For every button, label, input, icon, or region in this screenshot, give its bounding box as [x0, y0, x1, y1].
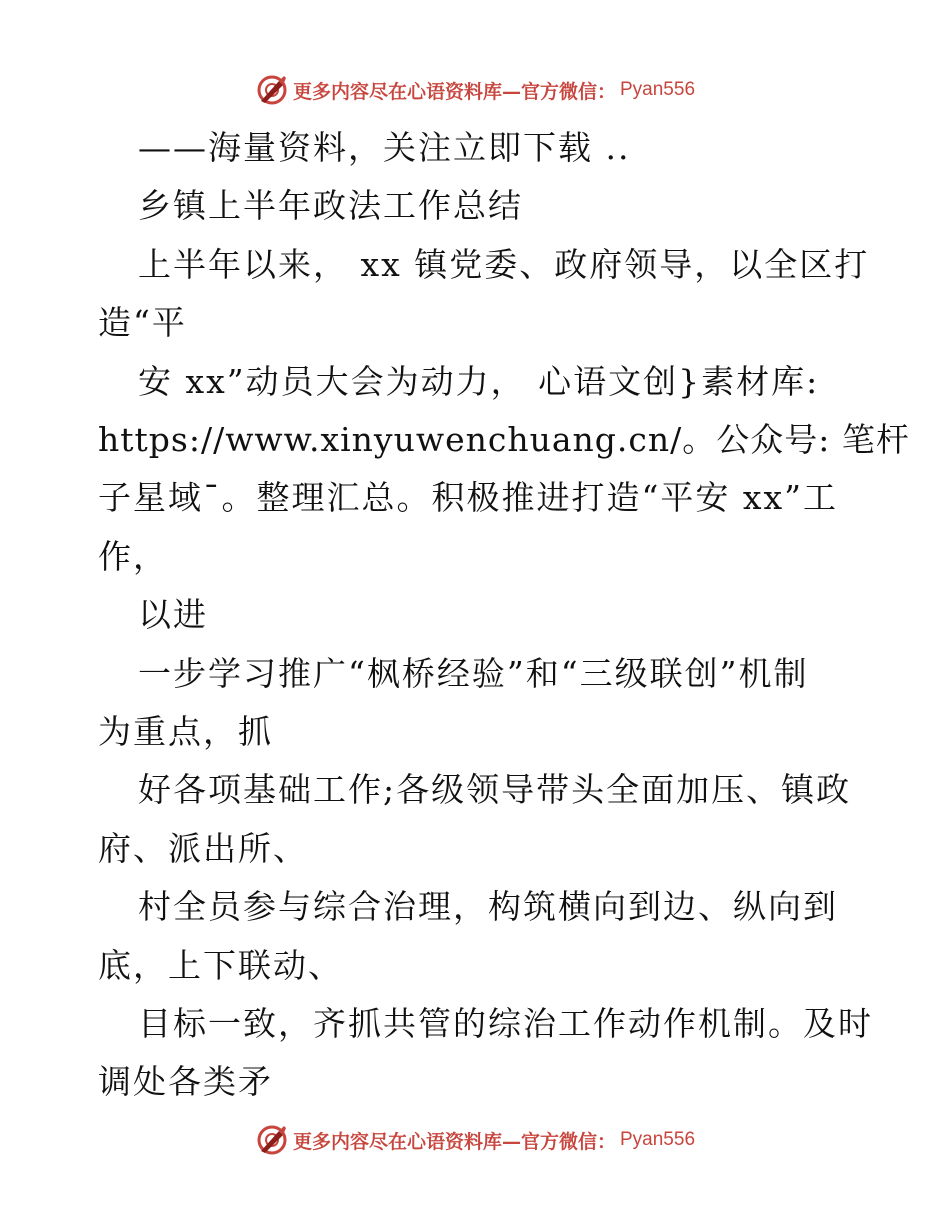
- body-line: 好各项基础工作;各级领导带头全面加压、镇政: [138, 770, 852, 809]
- banner-brand-text: 更多内容尽在心语资料库—官方微信：: [292, 1130, 616, 1153]
- header-banner: [0, 70, 950, 110]
- banner-wechat-id: Pyan556: [620, 1129, 696, 1150]
- body-line: 为重点，抓: [98, 712, 273, 751]
- body-line: 子星域¯。整理汇总。积极推进打造“平安 xx”工: [98, 478, 838, 517]
- body-line: https://www.xinyuwenchuang.cn/。公众号: 笔杆: [98, 420, 910, 459]
- body-line: 府、派出所、: [98, 829, 308, 868]
- body-line: 村全员参与综合治理，构筑横向到边、纵向到: [138, 887, 838, 926]
- body-line: 目标一致，齐抓共管的综治工作动作机制。及时: [138, 1004, 873, 1043]
- document-title: 乡镇上半年政法工作总结: [138, 186, 523, 225]
- body-line: 造“平: [98, 303, 187, 342]
- brand-logo-icon: [255, 1123, 289, 1157]
- body-line: 一步学习推广“枫桥经验”和“三级联创”机制: [138, 654, 809, 693]
- body-line: 底，上下联动、: [98, 946, 343, 985]
- banner-brand-text: 更多内容尽在心语资料库—官方微信：: [292, 80, 616, 103]
- body-line: 调处各类矛: [98, 1062, 273, 1101]
- footer-banner: [0, 1120, 950, 1160]
- body-line: 作，: [98, 537, 168, 576]
- body-line: 以进: [138, 595, 208, 634]
- body-line: 安 xx”动员大会为动力， 心语文创}素材库:: [138, 362, 820, 401]
- body-line: ——海量资料，关注立即下载 ..: [138, 128, 631, 167]
- banner-wechat-id: Pyan556: [620, 79, 696, 100]
- body-line: 上半年以来， xx 镇党委、政府领导，以全区打: [138, 245, 870, 284]
- brand-logo-icon: [255, 73, 289, 107]
